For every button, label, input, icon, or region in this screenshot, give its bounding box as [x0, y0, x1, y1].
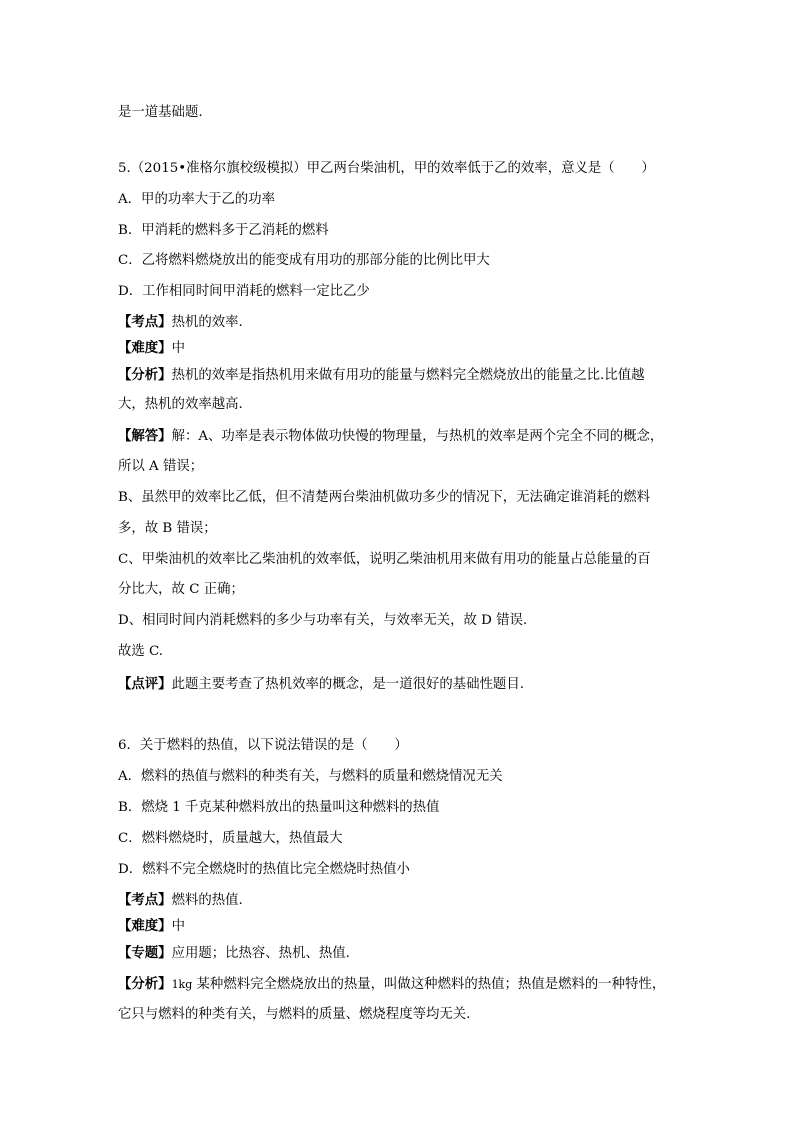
q5-jieda	[118, 427, 663, 446]
q6-kaodian-text: 燃料的热值.	[171, 893, 243, 908]
q6-option-b: B．燃烧 1 千克某种燃料放出的热量叫这种燃料的热值	[118, 800, 440, 815]
q6-fenxi	[118, 975, 665, 994]
q6-fenxi-text-1: 某种燃料完全燃烧放出的热量，叫做这种燃料的热值；热值是燃料的一种特性，	[192, 977, 666, 992]
q5-jieda-line-7: D、相同时间内消耗燃料的多少与功率有关，与效率无关，故 D 错误.	[118, 613, 528, 628]
q5-answer: 故选 C.	[118, 644, 164, 659]
q5-jieda-tag: 【解答】	[118, 428, 172, 444]
previous-answer-end: 是一道基础题.	[118, 105, 203, 120]
q5-jieda-line-3: B、虽然甲的效率比乙低，但不清楚两台柴油机做功多少的情况下，无法确定谁消耗的燃料	[118, 490, 651, 505]
q5-jieda-text-1: 解：A、功率是表示物体做功快慢的物理量，与热机的效率是两个完全不同的概念，	[171, 429, 664, 444]
q6-nandu-text: 中	[171, 919, 185, 934]
q6-kaodian	[118, 891, 243, 910]
q5-fenxi-tag: 【分析】	[118, 367, 172, 383]
q6-nandu-tag: 【难度】	[118, 918, 172, 934]
q6-fenxi-unit: 1kg	[171, 978, 193, 991]
q5-option-c: C．乙将燃料燃烧放出的能变成有用功的那部分能的比例比甲大	[118, 253, 490, 268]
q6-fenxi-tag: 【分析】	[118, 976, 172, 992]
q5-option-b: B．甲消耗的燃料多于乙消耗的燃料	[118, 223, 329, 238]
q6-option-d: D．燃料不完全燃烧时的热值比完全燃烧时热值小	[118, 862, 410, 877]
q6-fenxi-line-2: 它只与燃料的种类有关，与燃料的质量、燃烧程度等均无关.	[118, 1007, 471, 1022]
q6-zhuanti	[118, 944, 350, 963]
q5-nandu-tag: 【难度】	[118, 340, 172, 356]
q5-nandu-text: 中	[171, 341, 185, 356]
q5-kaodian-tag: 【考点】	[118, 314, 172, 330]
q6-nandu	[118, 917, 185, 936]
q6-zhuanti-text: 应用题；比热容、热机、热值.	[171, 946, 350, 961]
q6-option-c: C．燃料燃烧时，质量越大，热值最大	[118, 831, 343, 846]
q5-jieda-line-4: 多，故 B 错误；	[118, 521, 217, 536]
q5-kaodian	[118, 313, 243, 332]
q6-zhuanti-tag: 【专题】	[118, 945, 172, 961]
q5-option-a: A．甲的功率大于乙的功率	[118, 192, 275, 207]
q5-kaodian-text: 热机的效率.	[171, 315, 243, 330]
q6-kaodian-tag: 【考点】	[118, 892, 172, 908]
q5-dianping-tag: 【点评】	[118, 676, 172, 692]
q6-stem: 6．关于燃料的热值，以下说法错误的是（ ）	[118, 738, 408, 753]
q6-option-a: A．燃料的热值与燃料的种类有关，与燃料的质量和燃烧情况无关	[118, 769, 503, 784]
q5-nandu	[118, 339, 185, 358]
q5-dianping	[118, 675, 524, 694]
q5-option-d: D．工作相同时间甲消耗的燃料一定比乙少	[118, 284, 370, 299]
q5-fenxi	[118, 366, 645, 385]
q5-jieda-line-5: C、甲柴油机的效率比乙柴油机的效率低，说明乙柴油机用来做有用功的能量占总能量的百	[118, 552, 651, 567]
q5-stem: 5.（2015•准格尔旗校级模拟）甲乙两台柴油机，甲的效率低于乙的效率，意义是（ ）	[118, 161, 655, 176]
q5-jieda-line-6: 分比大，故 C 正确；	[118, 582, 244, 597]
q5-jieda-line-2: 所以 A 错误；	[118, 459, 204, 474]
q5-fenxi-text-1: 热机的效率是指热机用来做有用功的能量与燃料完全燃烧放出的能量之比.比值越	[171, 368, 645, 383]
q5-fenxi-line-2: 大，热机的效率越高.	[118, 397, 243, 412]
q5-dianping-text: 此题主要考查了热机效率的概念，是一道很好的基础性题目.	[171, 677, 524, 692]
